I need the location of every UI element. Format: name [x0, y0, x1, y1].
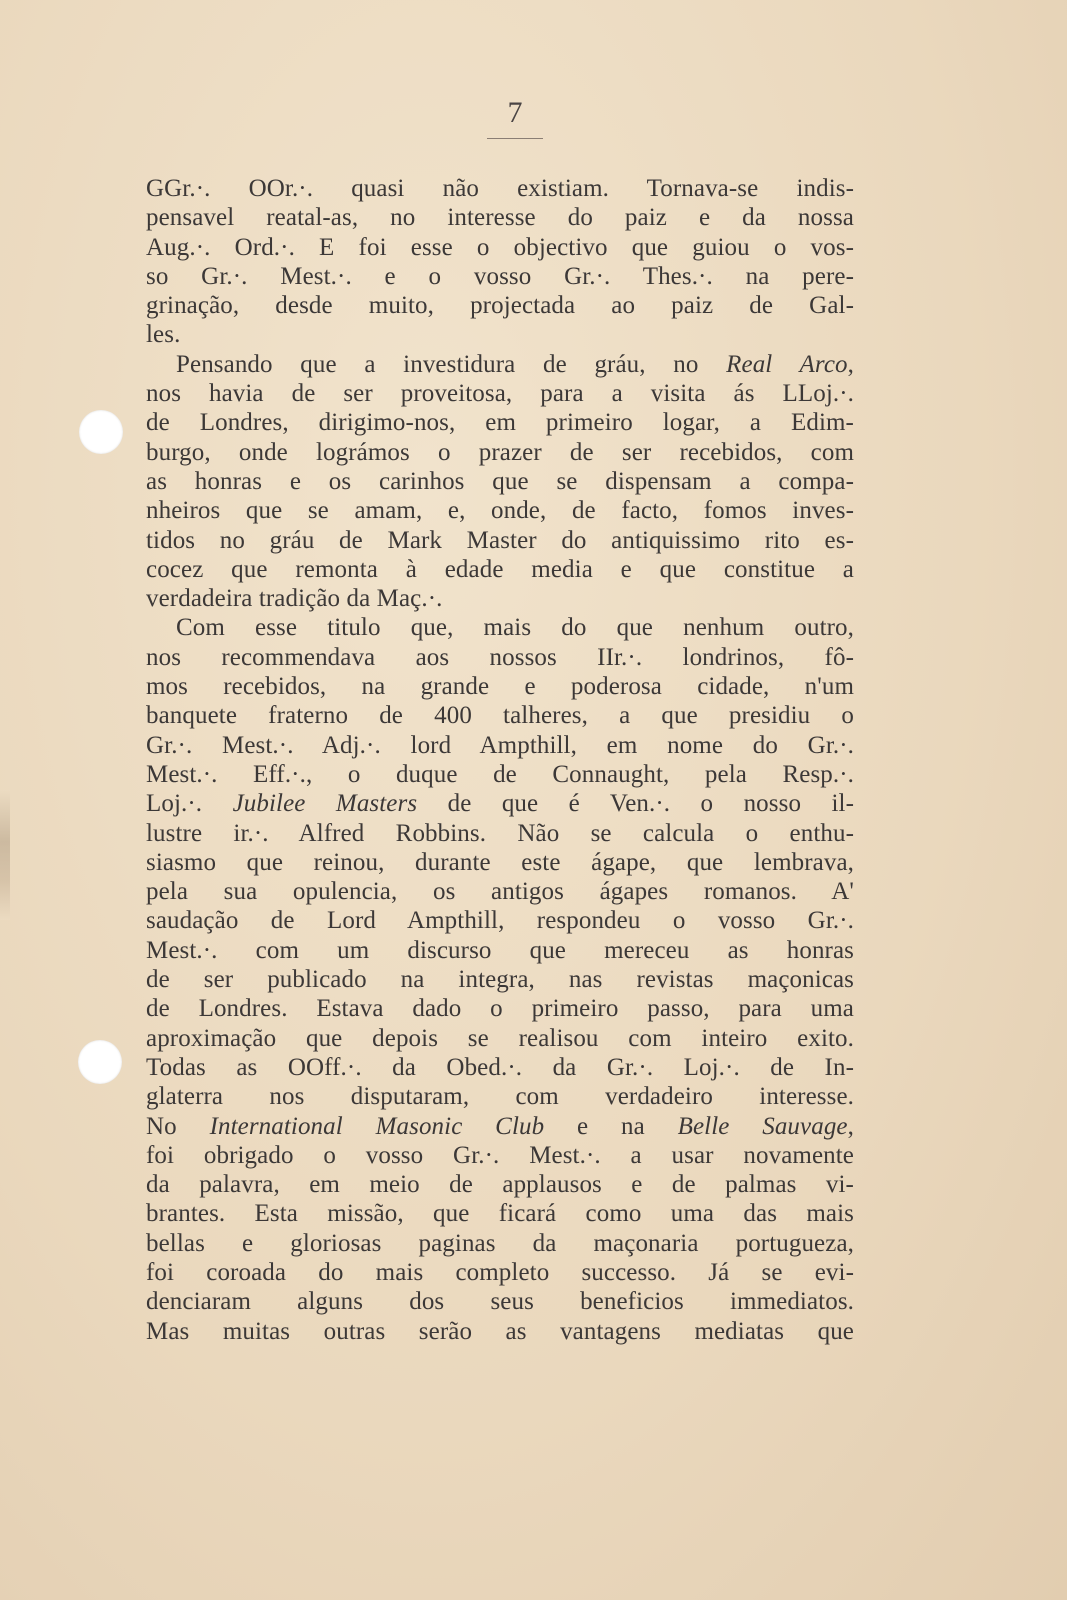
punch-hole	[79, 410, 123, 454]
page-number: 7	[507, 96, 523, 129]
text-line: mos recebidos, na grande e poderosa cidade, n'um	[146, 673, 854, 701]
text-line: glaterra nos disputaram, com verdadeiro interesse.	[146, 1083, 854, 1111]
text-line: Aug.·. Ord.·. E foi esse o objectivo que guiou o vos-	[146, 233, 854, 261]
text-line: de Londres. Estava dado o primeiro passo, para uma	[146, 995, 854, 1023]
text-line: bellas e gloriosas paginas da maçonaria portugueza,	[146, 1229, 854, 1257]
italic-title: International Masonic Club	[209, 1112, 545, 1140]
italic-title: Real Arco	[726, 350, 848, 378]
text-line: da palavra, em meio de applausos e de palmas vi-	[146, 1171, 854, 1199]
text-line: pensavel reatal-as, no interesse do paiz e da nossa	[146, 204, 854, 232]
text-line: foi coroada do mais completo successo. Já se evi-	[146, 1258, 854, 1286]
text-line: so Gr.·. Mest.·. e o vosso Gr.·. Thes.·. na pere-	[146, 262, 854, 290]
text-line: brantes. Esta missão, que ficará como uma das mais	[146, 1200, 854, 1228]
text-line: Loj.·. Jubilee Masters de que é Ven.·. o nosso il-	[146, 790, 854, 818]
text-line: de Londres, dirigimo-nos, em primeiro logar, a Edim-	[146, 409, 854, 437]
italic-title: Belle Sauvage	[677, 1112, 848, 1140]
text-line: verdadeira tradição da Maç.·.	[146, 585, 443, 613]
text-line: Mas muitas outras serão as vantagens mediatas que	[146, 1317, 854, 1345]
page-number-rule	[487, 138, 543, 139]
text-line: burgo, onde lográmos o prazer de ser recebidos, com	[146, 438, 854, 466]
binding-stain	[0, 790, 10, 920]
text-line: Pensando que a investidura de gráu, no Real Arco,	[176, 350, 854, 378]
text-line: foi obrigado o vosso Gr.·. Mest.·. a usar novamente	[146, 1141, 854, 1169]
text-line: nos havia de ser proveitosa, para a visita ás LLoj.·.	[146, 380, 854, 408]
punch-hole	[78, 1040, 122, 1084]
text-line: les.	[146, 321, 181, 349]
text-line: aproximação que depois se realisou com inteiro exito.	[146, 1024, 854, 1052]
text-line: denciaram alguns dos seus beneficios immediatos.	[146, 1288, 854, 1316]
text-line: No International Masonic Club e na Belle Sauvage,	[146, 1112, 854, 1140]
text-line: saudação de Lord Ampthill, respondeu o vosso Gr.·.	[146, 907, 854, 935]
text-line: Mest.·. com um discurso que mereceu as honras	[146, 936, 854, 964]
text-line: Todas as OOff.·. da Obed.·. da Gr.·. Loj.·. de In-	[146, 1053, 854, 1081]
text-line: pela sua opulencia, os antigos ágapes romanos. A'	[146, 878, 854, 906]
text-line: nos recommendava aos nossos IIr.·. londrinos, fô-	[146, 643, 854, 671]
text-line: banquete fraterno de 400 talheres, a que presidiu o	[146, 702, 854, 730]
text-line: GGr.·. OOr.·. quasi não existiam. Tornava-se indis-	[146, 175, 854, 202]
text-line: cocez que remonta à edade media e que constitue a	[146, 555, 854, 583]
text-line: as honras e os carinhos que se dispensam a compa-	[146, 467, 854, 495]
italic-title: Jubilee Masters	[232, 790, 418, 818]
text-line: Gr.·. Mest.·. Adj.·. lord Ampthill, em nome do Gr.·.	[146, 731, 854, 759]
text-line: grinação, desde muito, projectada ao paiz de Gal-	[146, 292, 854, 320]
text-line: Mest.·. Eff.·., o duque de Connaught, pela Resp.·.	[146, 760, 854, 788]
text-line: de ser publicado na integra, nas revistas maçonicas	[146, 966, 854, 994]
text-line: siasmo que reinou, durante este ágape, que lembrava,	[146, 848, 854, 876]
body-text	[146, 174, 854, 1346]
text-line: Com esse titulo que, mais do que nenhum outro,	[176, 614, 854, 642]
text-line: tidos no gráu de Mark Master do antiquissimo rito es-	[146, 526, 854, 554]
text-line: nheiros que se amam, e, onde, de facto, fomos inves-	[146, 497, 854, 525]
text-line: lustre ir.·. Alfred Robbins. Não se calcula o enthu-	[146, 819, 854, 847]
